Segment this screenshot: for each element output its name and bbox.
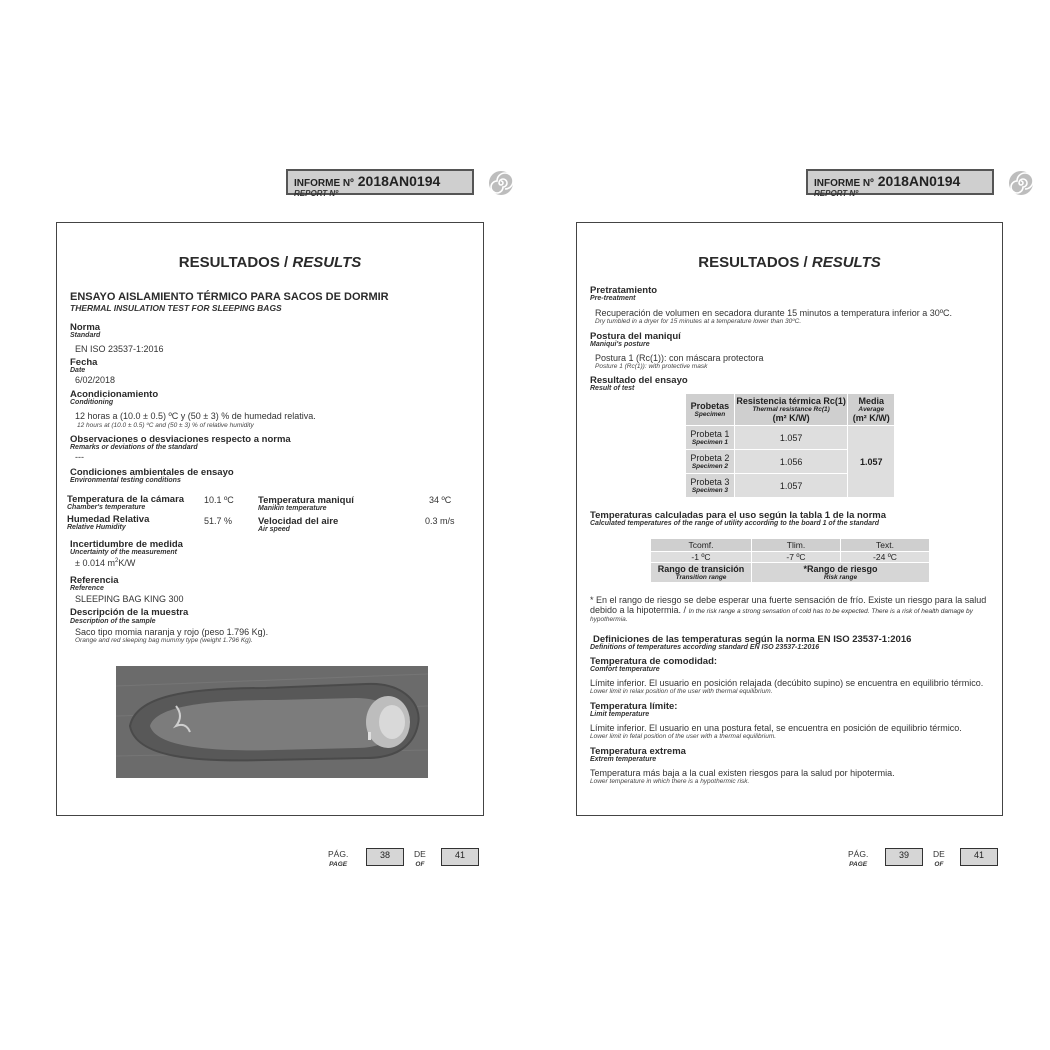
humidity-label: Humedad Relativa: [67, 514, 150, 525]
pretreatment-value-en: Dry tumbled in a dryer for 15 minutes at a temperature lower than 30ºC.: [595, 318, 802, 325]
table-row: Probeta 2 Specimen 2 1.056: [686, 450, 895, 474]
limit-temp-heading: Temperatura límite:: [590, 701, 678, 712]
remarks-heading: Observaciones o desviaciones respecto a norma: [70, 434, 291, 445]
limit-temp-definition-en: Lower limit in fetal position of the user with a thermal equilibrium.: [590, 733, 777, 740]
sample-description-heading: Descripción de la muestra: [70, 607, 189, 618]
extreme-temp-heading: Temperatura extrema: [590, 746, 686, 757]
spiral-logo-icon: [488, 170, 514, 196]
report-number: 2018AN0194: [357, 173, 441, 189]
pretreatment-value: Recuperación de volumen en secadora durante 15 minutos a temperatura inferior a 30ºC.: [595, 308, 952, 318]
posture-value: Postura 1 (Rc(1)): con máscara protectora: [595, 353, 764, 363]
specimen-2-value: 1.056: [734, 450, 848, 474]
pretreatment-heading: Pretratamiento: [590, 285, 658, 296]
report-header-left: [286, 169, 474, 198]
chamber-temp-value: 10.1 ºC: [204, 495, 234, 505]
pretreatment-heading-en: Pre-treatment: [590, 295, 636, 302]
risk-range-label: *Rango de riesgo Risk range: [752, 563, 930, 583]
test-result-heading-en: Result of test: [590, 385, 635, 392]
table-header-specimen: Probetas Specimen: [686, 394, 735, 426]
calculated-temps-heading-en: Calculated temperatures of the range of utility according to the board 1 of the standard: [590, 520, 879, 527]
table-row: Probeta 1 Specimen 1 1.057 1.057: [686, 426, 895, 450]
test-result-heading: Resultado del ensayo: [590, 375, 688, 386]
risk-note-line1: * En el rango de riesgo se debe esperar una fuerte sensación de frío. Existe un riesgo para la salud: [590, 595, 987, 605]
manikin-temp-label-en: Manikin temperature: [258, 505, 327, 512]
report-label: INFORME Nº: [294, 178, 354, 189]
table-header-resistance: Resistencia térmica Rc(1) Thermal resistance Rc(1) (m² K/W): [734, 394, 848, 426]
reference-value: SLEEPING BAG KING 300: [75, 594, 184, 604]
page-total-left: 41: [441, 848, 479, 866]
page-title: RESULTADOS / RESULTS: [178, 254, 362, 271]
results-page-right: [576, 222, 1003, 816]
specimen-1-value: 1.057: [734, 426, 848, 450]
page-title: RESULTADOS / RESULTS: [698, 254, 881, 271]
table-header-average: Media Average (m² K/W): [848, 394, 895, 426]
test-title: ENSAYO AISLAMIENTO TÉRMICO PARA SACOS DE DORMIR: [70, 291, 389, 303]
definitions-heading-en: Definitions of temperatures according standard EN ISO 23537-1:2016: [590, 644, 820, 651]
posture-value-en: Posture 1 (Rc(1)): with protective mask: [595, 363, 708, 370]
conditioning-heading: Acondicionamiento: [70, 389, 159, 400]
sample-description-heading-en: Description of the sample: [70, 618, 156, 625]
date-heading-en: Date: [70, 367, 86, 374]
temperature-range-table: [650, 538, 930, 583]
thermal-resistance-table: [685, 393, 895, 498]
page-total-right: 41: [960, 848, 998, 866]
extreme-temp-heading-en: Extrem temperature: [590, 756, 657, 763]
spiral-logo-icon: [1008, 170, 1034, 196]
env-conditions-heading: Condiciones ambientales de ensayo: [70, 467, 234, 478]
reference-heading-en: Reference: [70, 585, 104, 592]
comfort-temp-definition-en: Lower limit in relax position of the user with thermal equilibrium.: [590, 688, 773, 695]
specimen-3-value: 1.057: [734, 474, 848, 498]
page-label-right: PÁG. PAGE: [848, 849, 869, 868]
table-row: Probeta 3 Specimen 3 1.057: [686, 474, 895, 498]
standard-heading-en: Standard: [70, 332, 101, 339]
manikin-temp-label: Temperatura maniquí: [258, 495, 354, 506]
extreme-temp-definition: Temperatura más baja a la cual existen riesgos para la salud por hipotermia.: [590, 768, 895, 778]
uncertainty-heading: Incertidumbre de medida: [70, 539, 183, 550]
page-number-left: 38: [366, 848, 404, 866]
reference-heading: Referencia: [70, 575, 119, 586]
limit-temp-definition: Límite inferior. El usuario en una postura fetal, se encuentra en posición de equilibrio térmico.: [590, 723, 962, 733]
conditioning-value: 12 horas a (10.0 ± 0.5) ºC y (50 ± 3) % de humedad relativa.: [75, 411, 316, 421]
comfort-temp-definition: Límite inferior. El usuario en posición relajada (decúbito supino) se encuentra en equilibrio térmico.: [590, 678, 984, 688]
risk-note-line2: debido a la hipotermia. / In the risk range a strong sensation of cold has to be expected. There is a risk of health damage by: [590, 605, 973, 615]
posture-heading-en: Maniqui's posture: [590, 341, 650, 348]
t-comfort-header: Tcomf.: [651, 539, 752, 552]
standard-heading: Norma: [70, 322, 101, 333]
results-page-left: [56, 222, 484, 816]
sample-description-value: Saco tipo momia naranja y rojo (peso 1.796 Kg).: [75, 627, 269, 637]
t-extreme-header: Text.: [841, 539, 930, 552]
report-label: INFORME Nº: [814, 178, 874, 189]
t-comfort-value: -1 ºC: [651, 552, 752, 563]
chamber-temp-label-en: Chamber's temperature: [67, 504, 146, 511]
report-sub-label: REPORT Nº: [814, 189, 859, 198]
of-label-right: DE OF: [933, 849, 945, 868]
air-speed-label-en: Air speed: [258, 526, 290, 533]
chamber-temp-label: Temperatura de la cámara: [67, 494, 185, 505]
t-limit-header: Tlim.: [752, 539, 841, 552]
test-title-en: THERMAL INSULATION TEST FOR SLEEPING BAGS: [70, 303, 282, 313]
date-heading: Fecha: [70, 357, 98, 368]
report-header-right: [806, 169, 994, 198]
date-value: 6/02/2018: [75, 375, 116, 385]
page-number-right: 39: [885, 848, 923, 866]
env-conditions-heading-en: Environmental testing conditions: [70, 477, 181, 484]
average-value: 1.057: [848, 426, 895, 498]
posture-heading: Postura del maniquí: [590, 331, 681, 342]
t-extreme-value: -24 ºC: [841, 552, 930, 563]
humidity-label-en: Relative Humidity: [67, 524, 126, 531]
t-limit-value: -7 ºC: [752, 552, 841, 563]
calculated-temps-heading: Temperaturas calculadas para el uso según la tabla 1 de la norma: [590, 510, 887, 521]
remarks-heading-en: Remarks or deviations of the standard: [70, 444, 198, 451]
extreme-temp-definition-en: Lower temperature in which there is a hypothermic risk.: [590, 778, 750, 785]
air-speed-value: 0.3 m/s: [425, 516, 455, 526]
air-speed-label: Velocidad del aire: [258, 516, 339, 527]
risk-note-line3: hypothermia.: [590, 616, 628, 623]
conditioning-heading-en: Conditioning: [70, 399, 114, 406]
sleeping-bag-photo: [116, 666, 428, 778]
of-label-left: DE OF: [414, 849, 426, 868]
report-number: 2018AN0194: [877, 173, 961, 189]
comfort-temp-heading-en: Comfort temperature: [590, 666, 660, 673]
standard-value: EN ISO 23537-1:2016: [75, 344, 164, 354]
definitions-heading: Definiciones de las temperaturas según la norma EN ISO 23537-1:2016: [593, 634, 912, 645]
page-label-left: PÁG. PAGE: [328, 849, 349, 868]
manikin-temp-value: 34 ºC: [429, 495, 452, 505]
humidity-value: 51.7 %: [204, 516, 233, 526]
report-sub-label: REPORT Nº: [294, 189, 339, 198]
conditioning-value-en: 12 hours at (10.0 ± 0.5) ºC and (50 ± 3) % of relative humidity: [77, 422, 254, 429]
uncertainty-value: ± 0.014 $m^2K/W$: [75, 558, 136, 568]
sample-description-value-en: Orange and red sleeping bag mummy type (weight 1.796 Kg).: [75, 637, 253, 644]
uncertainty-heading-en: Uncertainty of the measurement: [70, 549, 177, 556]
transition-range-label: Rango de transición Transition range: [651, 563, 752, 583]
remarks-value: ---: [75, 452, 84, 462]
comfort-temp-heading: Temperatura de comodidad:: [590, 656, 718, 667]
limit-temp-heading-en: Limit temperature: [590, 711, 650, 718]
